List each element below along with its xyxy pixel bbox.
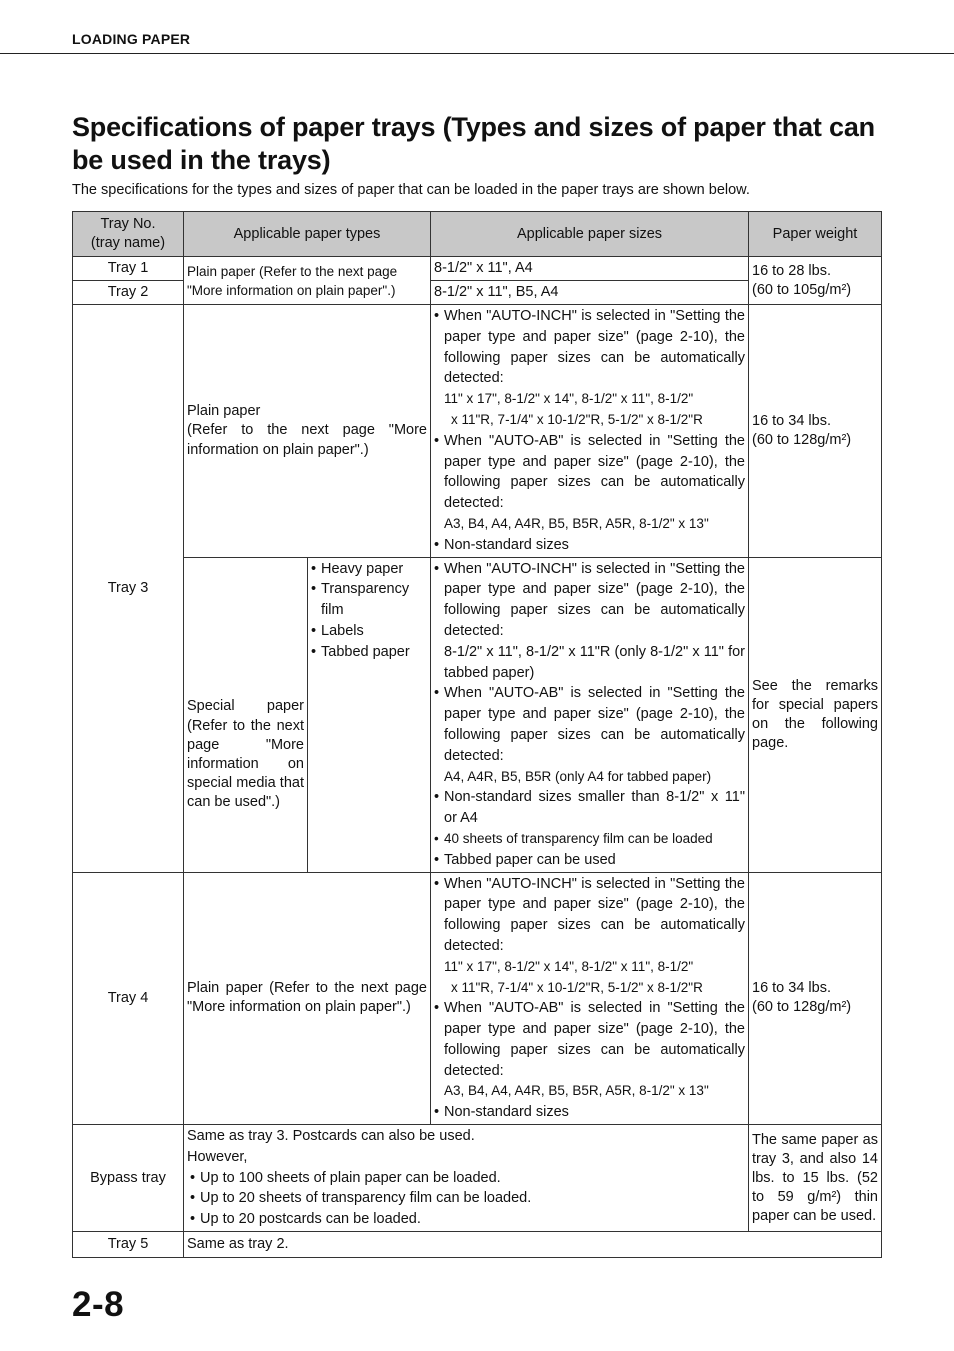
page-title: Specifications of paper trays (Types and sizes of paper that can be used in the trays) [72,112,875,175]
list-item: • When "AUTO-INCH" is selected in "Setting the paper type and paper size" (page 2-10), the following paper sizes can be automatically detected: [434,559,745,642]
header-paper-types: Applicable paper types [184,212,431,257]
tray1-name: Tray 1 [73,257,184,281]
header-paper-weight: Paper weight [749,212,882,257]
tray4-weight: 16 to 34 lbs. (60 to 128g/m²) [749,872,882,1125]
table-row-tray3-special [73,557,882,872]
header-rule [0,53,954,54]
table-row-tray5 [73,1232,882,1258]
paper-tray-spec-table [72,211,882,1258]
bypass-name: Bypass tray [73,1125,184,1232]
list-item: • When "AUTO-INCH" is selected in "Setting the paper type and paper size" (page 2-10), the following paper sizes can be automatically detected: [434,306,745,389]
list-item: • Heavy paper [311,559,427,580]
tray3-name: Tray 3 [73,305,184,873]
list-item: • Labels [311,621,427,642]
tray4-types: Plain paper (Refer to the next page "More information on plain paper".) [184,872,431,1125]
intro-text: The specifications for the types and sizes of paper that can be loaded in the paper trays are shown below. [72,182,750,198]
table-header-row [73,212,882,257]
header-paper-sizes: Applicable paper sizes [431,212,749,257]
list-item: • Transparency film [311,579,427,621]
table-row-bypass [73,1125,882,1232]
list-item: • Tabbed paper [311,642,427,663]
list-item: • Up to 20 postcards can be loaded. [190,1209,745,1230]
tray3-plain-weight: 16 to 34 lbs. (60 to 128g/m²) [749,305,882,558]
table-row-tray3-plain [73,305,882,558]
tray4-name: Tray 4 [73,872,184,1125]
tray4-sizes: • When "AUTO-INCH" is selected in "Setting the paper type and paper size" (page 2-10), the following paper sizes can be automatically detected: 11" x 17", 8-1/2" x 14", 8-1/2" x 11", 8-1/2" x 11"R, 7-1/4" x 10-1/2"R, 5-1/2" x 8-1/2"R • When "AUTO-AB" is selected in "Setting the paper type and paper size" (page 2-10), the following paper sizes can be automatically detected: A3, B4, A4, A4R, B5, B5R, A5R, 8-1/2" x 13" • Non-standard sizes [431,872,749,1125]
list-item: • 40 sheets of transparency film can be loaded [434,829,745,850]
tray3-special-weight: See the remarks for special papers on the following page. [749,557,882,872]
tray12-types: Plain paper (Refer to the next page "More information on plain paper".) [184,257,431,305]
list-item: • When "AUTO-AB" is selected in "Setting the paper type and paper size" (page 2-10), the following paper sizes can be automatically detected: [434,998,745,1081]
tray5-description: Same as tray 2. [184,1232,882,1258]
list-item: • Tabbed paper can be used [434,850,745,871]
page-number: 2-8 [72,1285,125,1324]
list-item: • Non-standard sizes [434,1102,745,1123]
bypass-weight: The same paper as tray 3, and also 14 lbs. to 15 lbs. (52 to 59 g/m²) thin paper can be used. [749,1125,882,1232]
list-item: • When "AUTO-INCH" is selected in "Setting the paper type and paper size" (page 2-10), the following paper sizes can be automatically detected: [434,874,745,957]
list-item: • Up to 20 sheets of transparency film can be loaded. [190,1188,745,1209]
tray3-special-types: Special paper (Refer to the next page "More information on special media that can be used".) [184,557,308,872]
list-item: • Non-standard sizes smaller than 8-1/2" x 11" or A4 [434,787,745,829]
header-tray-no: Tray No. (tray name) [73,212,184,257]
tray3-special-sizes: • When "AUTO-INCH" is selected in "Setting the paper type and paper size" (page 2-10), the following paper sizes can be automatically detected: 8-1/2" x 11", 8-1/2" x 11"R (only 8-1/2" x 11" for tabbed paper) • When "AUTO-AB" is selected in "Setting the paper type and paper size" (page 2-10), the following paper sizes can be automatically detected: A4, A4R, B5, B5R (only A4 for tabbed paper) • Non-standard sizes smaller than 8-1/2" x 11" or A4 • 40 sheets of transparency film can be loaded • Tabbed paper can be used [431,557,749,872]
tray3-special-list [308,557,431,872]
bypass-description: Same as tray 3. Postcards can also be used. However, • Up to 100 sheets of plain paper can be loaded. • Up to 20 sheets of transparency film can be loaded. • Up to 20 postcards can be loaded. [184,1125,749,1232]
list-item: • When "AUTO-AB" is selected in "Setting the paper type and paper size" (page 2-10), the following paper sizes can be automatically detected: [434,683,745,766]
tray3-plain-sizes: • When "AUTO-INCH" is selected in "Setting the paper type and paper size" (page 2-10), the following paper sizes can be automatically detected: 11" x 17", 8-1/2" x 14", 8-1/2" x 11", 8-1/2" x 11"R, 7-1/4" x 10-1/2"R, 5-1/2" x 8-1/2"R • When "AUTO-AB" is selected in "Setting the paper type and paper size" (page 2-10), the following paper sizes can be automatically detected: A3, B4, A4, A4R, B5, B5R, A5R, 8-1/2" x 13" • Non-standard sizes [431,305,749,558]
table-row-tray4 [73,872,882,1125]
tray3-plain-types: Plain paper (Refer to the next page "More information on plain paper".) [184,305,431,558]
tray5-name: Tray 5 [73,1232,184,1258]
tray1-sizes: 8-1/2" x 11", A4 [431,257,749,281]
list-item: • Non-standard sizes [434,535,745,556]
table-row-tray1 [73,257,882,281]
tray2-sizes: 8-1/2" x 11", B5, A4 [431,281,749,305]
tray12-weight: 16 to 28 lbs. (60 to 105g/m²) [749,257,882,305]
tray2-name: Tray 2 [73,281,184,305]
list-item: • Up to 100 sheets of plain paper can be loaded. [190,1168,745,1189]
section-header: LOADING PAPER [72,31,191,47]
list-item: • When "AUTO-AB" is selected in "Setting the paper type and paper size" (page 2-10), the following paper sizes can be automatically detected: [434,431,745,514]
